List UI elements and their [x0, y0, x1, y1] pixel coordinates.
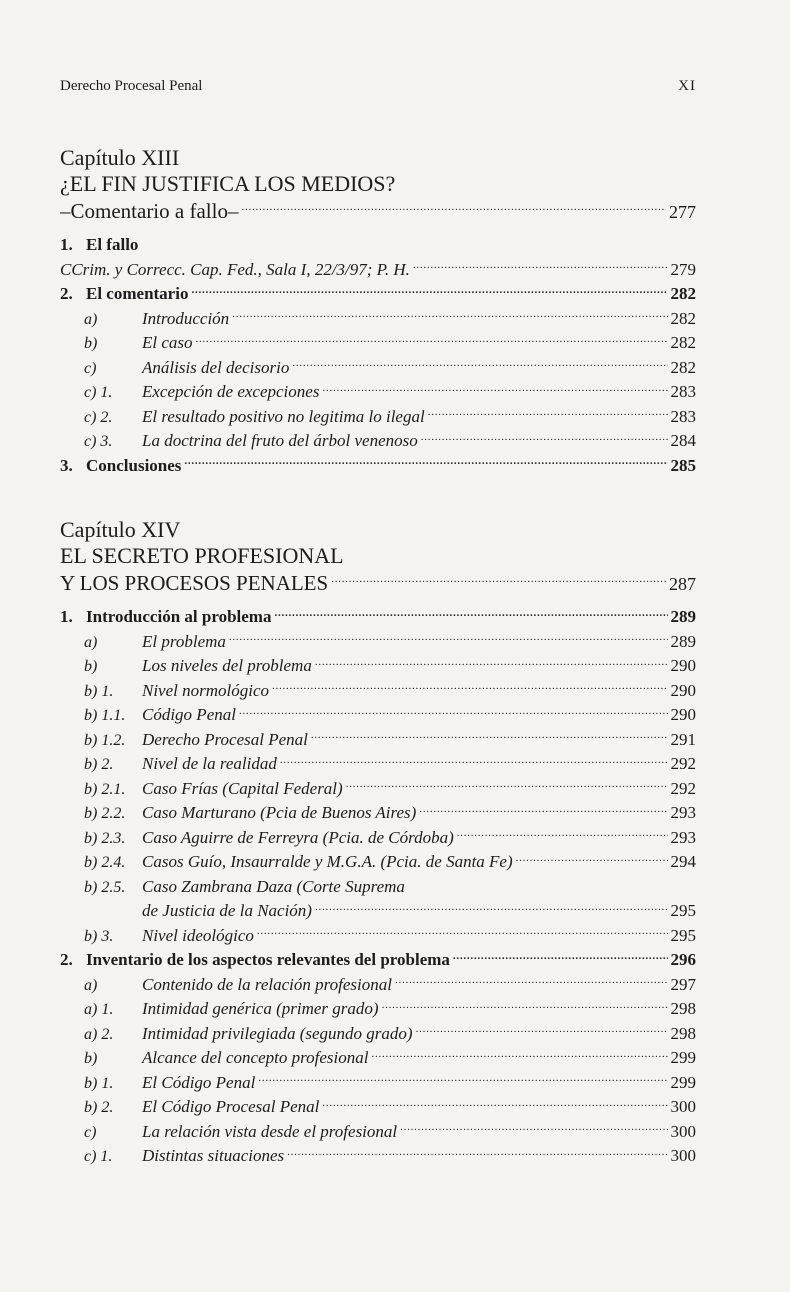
toc-entry-page: 283 — [670, 406, 696, 426]
toc-entry-number: c) 1. — [84, 1148, 113, 1165]
toc-entry-page: 296 — [670, 950, 696, 969]
toc-entry-title: Caso Frías (Capital Federal) — [142, 778, 343, 798]
leader-dots — [382, 997, 668, 1014]
toc-entry-title: El comentario — [86, 284, 189, 303]
leader-dots — [184, 454, 667, 471]
chapter-14-toc-list — [60, 605, 696, 1169]
leader-dots — [232, 307, 667, 324]
toc-entry-number: 1. — [60, 607, 73, 626]
leader-dots — [428, 405, 668, 422]
toc-entry-page: 290 — [670, 680, 696, 700]
chapter-14-label: Capítulo XIV — [60, 517, 181, 542]
toc-entry-title: Intimidad genérica (primer grado) — [142, 999, 379, 1018]
toc-entry-page: 279 — [670, 259, 696, 279]
toc-entry-page: 292 — [670, 754, 696, 773]
leader-dots — [315, 899, 668, 916]
chapter-14-title2: Y LOS PROCESOS PENALES — [60, 571, 329, 595]
leader-dots — [457, 826, 668, 843]
chapter-13-page: 277 — [669, 202, 696, 222]
toc-entry-title: Nivel normológico — [142, 680, 270, 700]
toc-entry — [60, 233, 696, 258]
toc-entry-number: b) 1. — [84, 1074, 114, 1092]
toc-entry — [60, 850, 696, 875]
toc-entry — [60, 1120, 696, 1145]
toc-entry — [60, 380, 696, 405]
toc-entry-page: 290 — [670, 656, 696, 675]
toc-entry — [60, 973, 696, 998]
leader-dots — [516, 850, 668, 867]
leader-dots — [453, 948, 668, 965]
toc-entry — [60, 1046, 696, 1071]
toc-entry — [60, 801, 696, 826]
toc-entry-title: Contenido de la relación profesional — [142, 974, 392, 994]
leader-dots — [229, 630, 668, 647]
leader-dots — [315, 654, 668, 671]
toc-entry-title: Inventario de los aspectos relevantes del problema — [86, 950, 450, 969]
toc-entry-title: Caso Marturano (Pcia de Buenos Aires) — [142, 803, 417, 822]
toc-entry-title: CCrim. y Correcc. Cap. Fed., Sala I, 22/3/97; P. H. — [60, 259, 410, 279]
toc-entry — [60, 679, 696, 704]
toc-entry-number: c) 3. — [84, 433, 113, 450]
toc-entry-title: Caso Aguirre de Ferreyra (Pcia. de Córdoba) — [142, 827, 454, 847]
chapter-13-subtitle-row — [60, 197, 696, 225]
toc-entry — [60, 307, 696, 332]
leader-dots — [287, 1144, 667, 1161]
toc-entry — [60, 1022, 696, 1047]
toc-entry-page: 298 — [670, 1023, 696, 1043]
toc-entry-number: b) — [84, 658, 98, 675]
toc-entry-number: b) 2.1. — [84, 780, 126, 798]
toc-entry-page: 295 — [670, 925, 696, 945]
leader-dots — [421, 429, 668, 446]
leader-dots — [272, 679, 667, 696]
toc-entry-title: El Código Penal — [142, 1072, 256, 1092]
toc-entry-number: b) 1. — [84, 682, 114, 700]
toc-entry — [60, 356, 696, 381]
toc-entry-title: Código Penal — [142, 705, 236, 724]
toc-entry-number: b) — [84, 1050, 98, 1067]
toc-entry-page: 300 — [670, 1146, 696, 1165]
running-title: Derecho Procesal Penal — [60, 78, 203, 94]
toc-entry — [60, 703, 696, 728]
toc-entry — [60, 405, 696, 430]
chapter-13-subtitle: –Comentario a fallo– — [60, 199, 239, 223]
toc-entry-page: 291 — [670, 729, 696, 749]
leader-dots — [331, 569, 666, 590]
toc-entry-page: 282 — [670, 357, 696, 377]
chapter-13-toc-list — [60, 233, 696, 478]
toc-entry-title: La doctrina del fruto del árbol venenoso — [142, 431, 418, 450]
chapter-13-block — [60, 145, 696, 478]
toc-entry-title: Excepción de excepciones — [142, 382, 320, 401]
toc-entry-number: c) — [84, 359, 97, 377]
toc-entry — [60, 826, 696, 851]
toc-entry-title: de Justicia de la Nación) — [142, 901, 312, 920]
toc-entry-number: 3. — [60, 455, 73, 475]
toc-entry-title: Derecho Procesal Penal — [142, 729, 308, 749]
leader-dots — [322, 380, 667, 397]
chapter-14-title: EL SECRETO PROFESIONAL — [60, 543, 344, 568]
toc-entry — [60, 331, 696, 356]
running-header — [60, 78, 696, 95]
toc-entry-page: 297 — [670, 974, 696, 994]
toc-entry-number: b) 2.3. — [84, 829, 126, 847]
toc-entry-title: Casos Guío, Insaurralde y M.G.A. (Pcia. de Santa Fe) — [142, 852, 513, 871]
toc-entry — [60, 997, 696, 1022]
toc-entry-page: 293 — [670, 803, 696, 822]
toc-entry-number: c) 2. — [84, 408, 113, 426]
toc-entry-number: b) 1.1. — [84, 707, 126, 724]
toc-entry-number: 2. — [60, 950, 73, 969]
toc-entry-page: 283 — [670, 382, 696, 401]
toc-entry-number: a) 2. — [84, 1025, 114, 1043]
toc-entry-title: Introducción — [142, 308, 230, 328]
toc-entry — [60, 630, 696, 655]
toc-entry — [60, 752, 696, 777]
toc-entry-title: Intimidad privilegiada (segundo grado) — [142, 1023, 413, 1043]
leader-dots — [274, 605, 667, 622]
chapter-14-block — [60, 517, 696, 1169]
toc-entry-page: 289 — [670, 631, 696, 651]
page-number: XI — [678, 78, 696, 94]
toc-entry — [60, 258, 696, 283]
toc-entry-number: 1. — [60, 235, 73, 254]
toc-entry-title: El resultado positivo no legitima lo ilegal — [142, 406, 425, 426]
toc-entry — [60, 948, 696, 973]
leader-dots — [191, 282, 667, 299]
toc-entry-number: b) 3. — [84, 927, 114, 945]
toc-entry — [60, 1095, 696, 1120]
toc-entry — [60, 777, 696, 802]
toc-entry-page: 300 — [670, 1097, 696, 1116]
leader-dots — [346, 777, 668, 794]
toc-entry-number: b) 2. — [84, 1099, 114, 1116]
toc-entry-page: 300 — [670, 1121, 696, 1141]
toc-entry — [60, 454, 696, 479]
leader-dots — [280, 752, 668, 769]
toc-entry-title: Alcance del concepto profesional — [142, 1048, 369, 1067]
toc-entry-title: Nivel de la realidad — [142, 754, 277, 773]
toc-entry — [60, 875, 696, 900]
toc-entry-title: Nivel ideológico — [142, 925, 254, 945]
leader-dots — [196, 331, 668, 348]
toc-entry-page: 299 — [670, 1048, 696, 1067]
toc-entry — [60, 1144, 696, 1169]
toc-entry — [60, 282, 696, 307]
chapter-14-title2-row — [60, 569, 696, 597]
toc-entry-title: Introducción al problema — [86, 607, 272, 626]
toc-entry-page: 293 — [670, 827, 696, 847]
toc-entry-page: 295 — [670, 901, 696, 920]
leader-dots — [258, 1071, 667, 1088]
leader-dots — [413, 258, 668, 275]
toc-entry-number: b) 2.5. — [84, 878, 126, 896]
leader-dots — [241, 197, 666, 218]
toc-entry-number: a) — [84, 310, 98, 328]
toc-entry-page: 298 — [670, 999, 696, 1018]
toc-entry-number: b) 1.2. — [84, 731, 126, 749]
toc-entry-title: El fallo — [86, 235, 139, 254]
toc-entry — [60, 429, 696, 454]
toc-entry-number: b) 2.2. — [84, 805, 126, 822]
toc-entry-page: 282 — [670, 284, 696, 303]
toc-entry — [60, 728, 696, 753]
toc-entry-number: a) 1. — [84, 1001, 114, 1018]
toc-entry-number: c) 1. — [84, 384, 113, 401]
leader-dots — [311, 728, 668, 745]
chapter-13-title: ¿EL FIN JUSTIFICA LOS MEDIOS? — [60, 171, 396, 196]
toc-entry-title: Caso Zambrana Daza (Corte Suprema — [142, 876, 405, 896]
toc-entry-page: 284 — [670, 431, 696, 450]
chapter-14-page: 287 — [669, 574, 696, 594]
toc-entry-number: c) — [84, 1123, 97, 1141]
leader-dots — [239, 703, 668, 720]
toc-entry — [60, 605, 696, 630]
toc-entry-page: 299 — [670, 1072, 696, 1092]
leader-dots — [257, 924, 668, 941]
leader-dots — [292, 356, 667, 373]
toc-entry-title: El Código Procesal Penal — [142, 1097, 320, 1116]
toc-entry-title: El problema — [142, 631, 226, 651]
leader-dots — [395, 973, 668, 990]
toc-entry-title: La relación vista desde el profesional — [142, 1121, 398, 1141]
toc-entry-page: 290 — [670, 705, 696, 724]
toc-entry-page: 289 — [670, 607, 696, 626]
toc-entry-page: 292 — [670, 778, 696, 798]
toc-entry-number: b) 2. — [84, 756, 114, 773]
toc-entry-title: El caso — [142, 333, 193, 352]
toc-entry-number: a) — [84, 976, 98, 994]
toc-entry-title: Análisis del decisorio — [142, 357, 290, 377]
toc-entry — [60, 924, 696, 949]
toc-entry-number: b) 2.4. — [84, 854, 126, 871]
leader-dots — [322, 1095, 667, 1112]
toc-entry-page: 294 — [670, 852, 696, 871]
leader-dots — [400, 1120, 667, 1137]
toc-entry-page: 282 — [670, 308, 696, 328]
toc-entry — [60, 899, 696, 924]
toc-entry — [60, 654, 696, 679]
leader-dots — [419, 801, 667, 818]
toc-entry-page: 285 — [670, 455, 696, 475]
toc-entry-title: Conclusiones — [86, 455, 182, 475]
toc-entry-page: 282 — [670, 333, 696, 352]
toc-entry-number: b) — [84, 335, 98, 352]
chapter-13-label: Capítulo XIII — [60, 145, 180, 170]
leader-dots — [416, 1022, 668, 1039]
toc-entry-number: 2. — [60, 284, 73, 303]
leader-dots — [371, 1046, 667, 1063]
toc-entry-number: a) — [84, 633, 98, 651]
toc-entry — [60, 1071, 696, 1096]
toc-entry-title: Los niveles del problema — [142, 656, 312, 675]
toc-entry-title: Distintas situaciones — [142, 1146, 285, 1165]
